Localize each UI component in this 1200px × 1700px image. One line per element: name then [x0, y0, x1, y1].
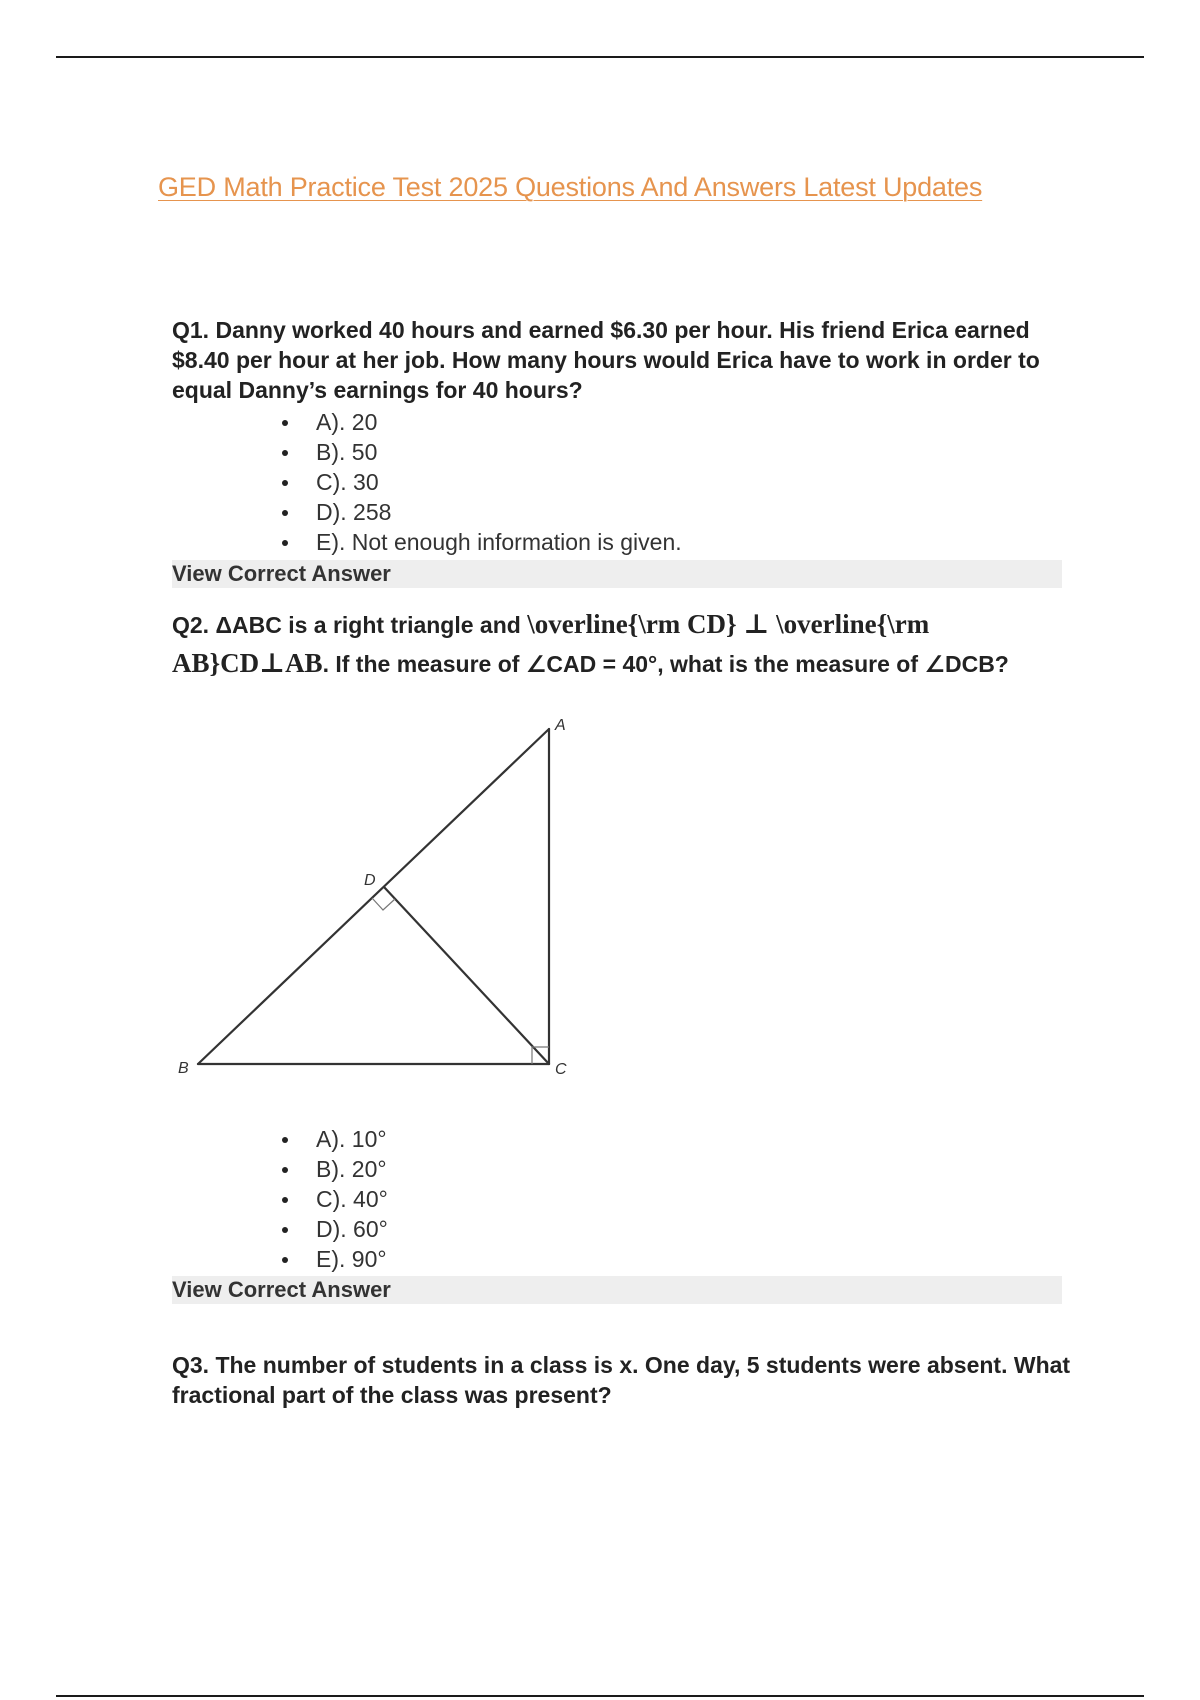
- question-2-text-part1: Q2. ΔABC is a right triangle and: [172, 612, 528, 638]
- vertex-label-d: D: [364, 872, 376, 889]
- question-1-text: Q1. Danny worked 40 hours and earned $6.30 per hour. His friend Erica earned $8.40 per hour at her job. How many hours would Erica have to work in order to equal Danny’s earnings for 40 hours?: [172, 317, 1040, 403]
- question-1-options: [278, 407, 682, 557]
- segment-dc: [384, 887, 549, 1064]
- option-item: A). 20: [278, 407, 682, 437]
- right-angle-marker-d: [372, 898, 395, 910]
- option-item: B). 20°: [278, 1154, 388, 1184]
- question-3-text: Q3. The number of students in a class is x. One day, 5 students were absent. What fractional part of the class was present?: [172, 1352, 1071, 1408]
- option-item: D). 258: [278, 497, 682, 527]
- view-correct-answer-button[interactable]: View Correct Answer: [172, 560, 1062, 588]
- top-rule: [56, 56, 1144, 58]
- option-item: C). 40°: [278, 1184, 388, 1214]
- option-item: D). 60°: [278, 1214, 388, 1244]
- segment-ba: [198, 729, 549, 1064]
- question-2-options: [278, 1124, 388, 1274]
- question-2-math: \overline{\rm CD} ⊥ \overline{\rm AB}CD⊥AB: [172, 609, 930, 678]
- question-2-text-part2: . If the measure of ∠CAD = 40°, what is the measure of ∠DCB?: [322, 651, 1009, 677]
- bottom-rule: [56, 1695, 1144, 1697]
- option-item: A). 10°: [278, 1124, 388, 1154]
- question-2-text: [172, 605, 1072, 683]
- option-item: E). Not enough information is given.: [278, 527, 682, 557]
- vertex-label-b: B: [178, 1060, 189, 1077]
- view-correct-answer-button[interactable]: View Correct Answer: [172, 1276, 1062, 1304]
- option-item: E). 90°: [278, 1244, 388, 1274]
- vertex-label-c: C: [555, 1061, 567, 1078]
- option-item: B). 50: [278, 437, 682, 467]
- triangle-diagram: [172, 710, 592, 1090]
- vertex-label-a: A: [555, 717, 566, 734]
- document-title-link[interactable]: GED Math Practice Test 2025 Questions And Answers Latest Updates: [158, 172, 983, 202]
- option-item: C). 30: [278, 467, 682, 497]
